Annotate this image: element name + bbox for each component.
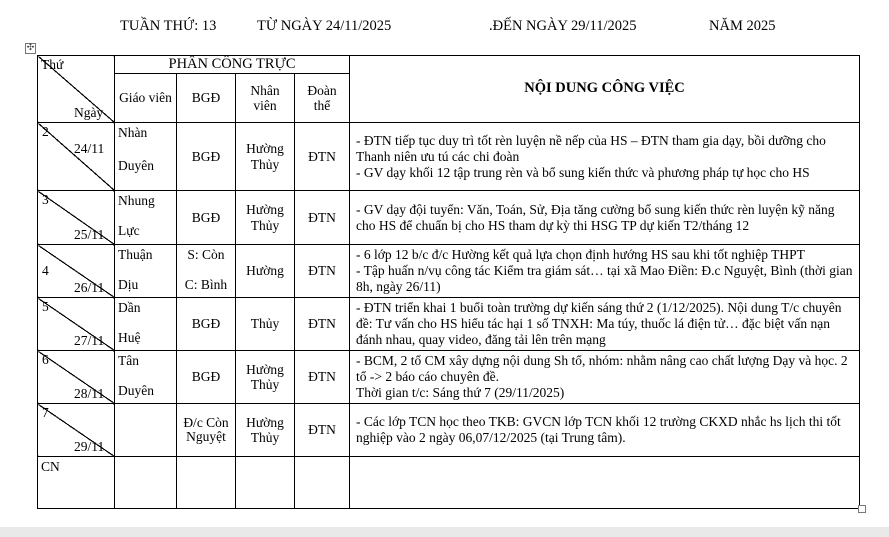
staff-cell: Hường Thủy	[236, 404, 295, 457]
union-cell: ĐTN	[295, 123, 350, 191]
day-date: 25/11	[74, 226, 105, 242]
staff-header: Nhân viên	[236, 74, 295, 123]
teacher-header: Giáo viên	[115, 74, 177, 123]
day-number: CN	[41, 459, 60, 474]
teacher-cell	[115, 298, 177, 351]
content-cell	[350, 351, 860, 404]
teacher-name: Huệ	[118, 330, 141, 345]
teacher-cell	[115, 191, 177, 245]
bgd-header: BGĐ	[177, 74, 236, 123]
from-date: TỪ NGÀY 24/11/2025	[257, 18, 392, 34]
content-cell	[350, 457, 860, 509]
table-row	[38, 191, 860, 245]
duty-schedule-table	[37, 55, 860, 509]
content-line: - GV dạy khối 12 tập trung rèn và bổ sung kiến thức và phương pháp tự học cho HS	[356, 164, 810, 180]
day-number: 7	[42, 405, 49, 420]
teacher-name: Tân	[118, 353, 139, 368]
table-resize-handle[interactable]	[858, 505, 866, 513]
week-number: TUẦN THỨ: 13	[120, 18, 217, 34]
table-row	[38, 351, 860, 404]
day-cell	[38, 404, 115, 457]
bgd-cell: Đ/c Còn Nguyệt	[177, 404, 236, 457]
teacher-name: Duyên	[118, 383, 154, 398]
day-number: 4	[42, 263, 49, 278]
union-cell: ĐTN	[295, 351, 350, 404]
bgd-cell	[177, 245, 236, 298]
staff-cell	[236, 457, 295, 509]
teacher-name: Nhung	[118, 193, 155, 208]
teacher-name: Duyên	[118, 158, 154, 173]
union-cell	[295, 457, 350, 509]
content-cell	[350, 298, 860, 351]
day-number: 6	[42, 352, 49, 367]
teacher-name: Dịu	[118, 277, 139, 292]
day-cell	[38, 245, 115, 298]
content-header: NỘI DUNG CÔNG VIỆC	[350, 56, 860, 123]
table-row	[38, 457, 860, 509]
content-line: - ĐTN tiếp tục duy trì tốt rèn luyện nề nếp của HS – ĐTN tham gia dạy, bồi dưỡng cho Thanh niên ưu tú các chi đoàn	[356, 132, 826, 164]
staff-cell: Thủy	[236, 298, 295, 351]
table-row	[38, 298, 860, 351]
teacher-name: Thuận	[118, 247, 153, 262]
content-line: Thời gian t/c: Sáng thứ 7 (29/11/2025)	[356, 385, 565, 400]
staff-cell: Hường Thủy	[236, 123, 295, 191]
day-cell	[38, 298, 115, 351]
day-date: 26/11	[74, 279, 105, 295]
content-line: - ĐTN triển khai 1 buổi toàn trường dự kiến sáng thứ 2 (1/12/2025). Nội dung T/c chuyên đề: Tư vấn cho HS hiểu tác hại 1 số TNXH: Ma túy, thuốc lá điện tử… đặc biệt vấn nạn đánh nhau, quay video, đăng tải lên trên mạng	[356, 300, 842, 347]
content-cell	[350, 191, 860, 245]
union-header: Đoàn thể	[295, 74, 350, 123]
table-row	[38, 123, 860, 191]
content-cell	[350, 404, 860, 457]
day-date: 24/11	[74, 141, 105, 156]
content-line: - 6 lớp 12 b/c đ/c Hường kết quả lựa chọn định hướng HS sau khi tốt nghiệp THPT	[356, 247, 805, 262]
union-cell: ĐTN	[295, 404, 350, 457]
day-number: 5	[42, 299, 49, 314]
teacher-cell	[115, 351, 177, 404]
day-date: 27/11	[74, 332, 105, 348]
table-row	[38, 245, 860, 298]
day-date: 29/11	[74, 438, 105, 454]
day-date-header-cell	[38, 56, 115, 123]
teacher-cell	[115, 457, 177, 509]
teacher-name: Lực	[118, 223, 140, 238]
content-cell	[350, 123, 860, 191]
bgd-cell: BGĐ	[177, 191, 236, 245]
union-cell: ĐTN	[295, 191, 350, 245]
bgd-cell: BGĐ	[177, 351, 236, 404]
bgd-cell: BGĐ	[177, 298, 236, 351]
assignment-header: PHÂN CÔNG TRỰC	[115, 56, 350, 74]
content-line: - BCM, 2 tổ CM xây dựng nội dung Sh tổ, nhóm: nhằm nâng cao chất lượng Dạy và học. 2 tổ -> 2 báo cáo chuyên đề.	[356, 353, 848, 384]
bgd-cell: BGĐ	[177, 123, 236, 191]
day-date: 28/11	[74, 385, 105, 401]
teacher-name: Nhàn	[118, 125, 148, 140]
teacher-name: Dần	[118, 300, 141, 315]
year: NĂM 2025	[709, 18, 776, 34]
date-header: Ngày	[74, 104, 104, 120]
day-number: 2	[42, 124, 49, 139]
day-cell	[38, 191, 115, 245]
table-row	[38, 404, 860, 457]
page-bottom-edge	[0, 527, 889, 537]
staff-cell: Hường Thủy	[236, 351, 295, 404]
day-cell	[38, 457, 115, 509]
teacher-cell	[115, 404, 177, 457]
staff-cell: Hường	[236, 245, 295, 298]
content-line: - Các lớp TCN học theo TKB: GVCN lớp TCN khối 12 trường CKXD nhắc hs lịch thi tốt nghiệp vào 2 ngày 06,07/12/2025 (tại Trung tâm).	[356, 414, 841, 445]
bgd-afternoon: C: Bình	[184, 277, 228, 292]
staff-cell: Hường Thủy	[236, 191, 295, 245]
day-number: 3	[42, 192, 49, 207]
day-header: Thứ	[41, 57, 64, 72]
content-line: - Tập huấn n/vụ công tác Kiểm tra giám sát… tại xã Mao Điền: Đ.c Nguyệt, Bình (thời gian 8h, ngày 26/11)	[356, 263, 853, 294]
union-cell: ĐTN	[295, 298, 350, 351]
teacher-cell	[115, 245, 177, 298]
to-date: .ĐẾN NGÀY 29/11/2025	[489, 18, 637, 34]
table-move-handle-icon[interactable]: ✣	[26, 43, 35, 53]
content-line: - GV dạy đội tuyển: Văn, Toán, Sử, Địa tăng cường bổ sung kiến thức rèn luyện kỹ năng cho HS để chuẩn bị cho HS tham dự kỳ thi HSG TP dự kiến T2/tháng 12	[356, 201, 835, 233]
day-cell	[38, 351, 115, 404]
bgd-cell	[177, 457, 236, 509]
union-cell: ĐTN	[295, 245, 350, 298]
day-cell	[38, 123, 115, 191]
bgd-morning: S: Còn	[187, 247, 225, 262]
teacher-cell	[115, 123, 177, 191]
content-cell	[350, 245, 860, 298]
